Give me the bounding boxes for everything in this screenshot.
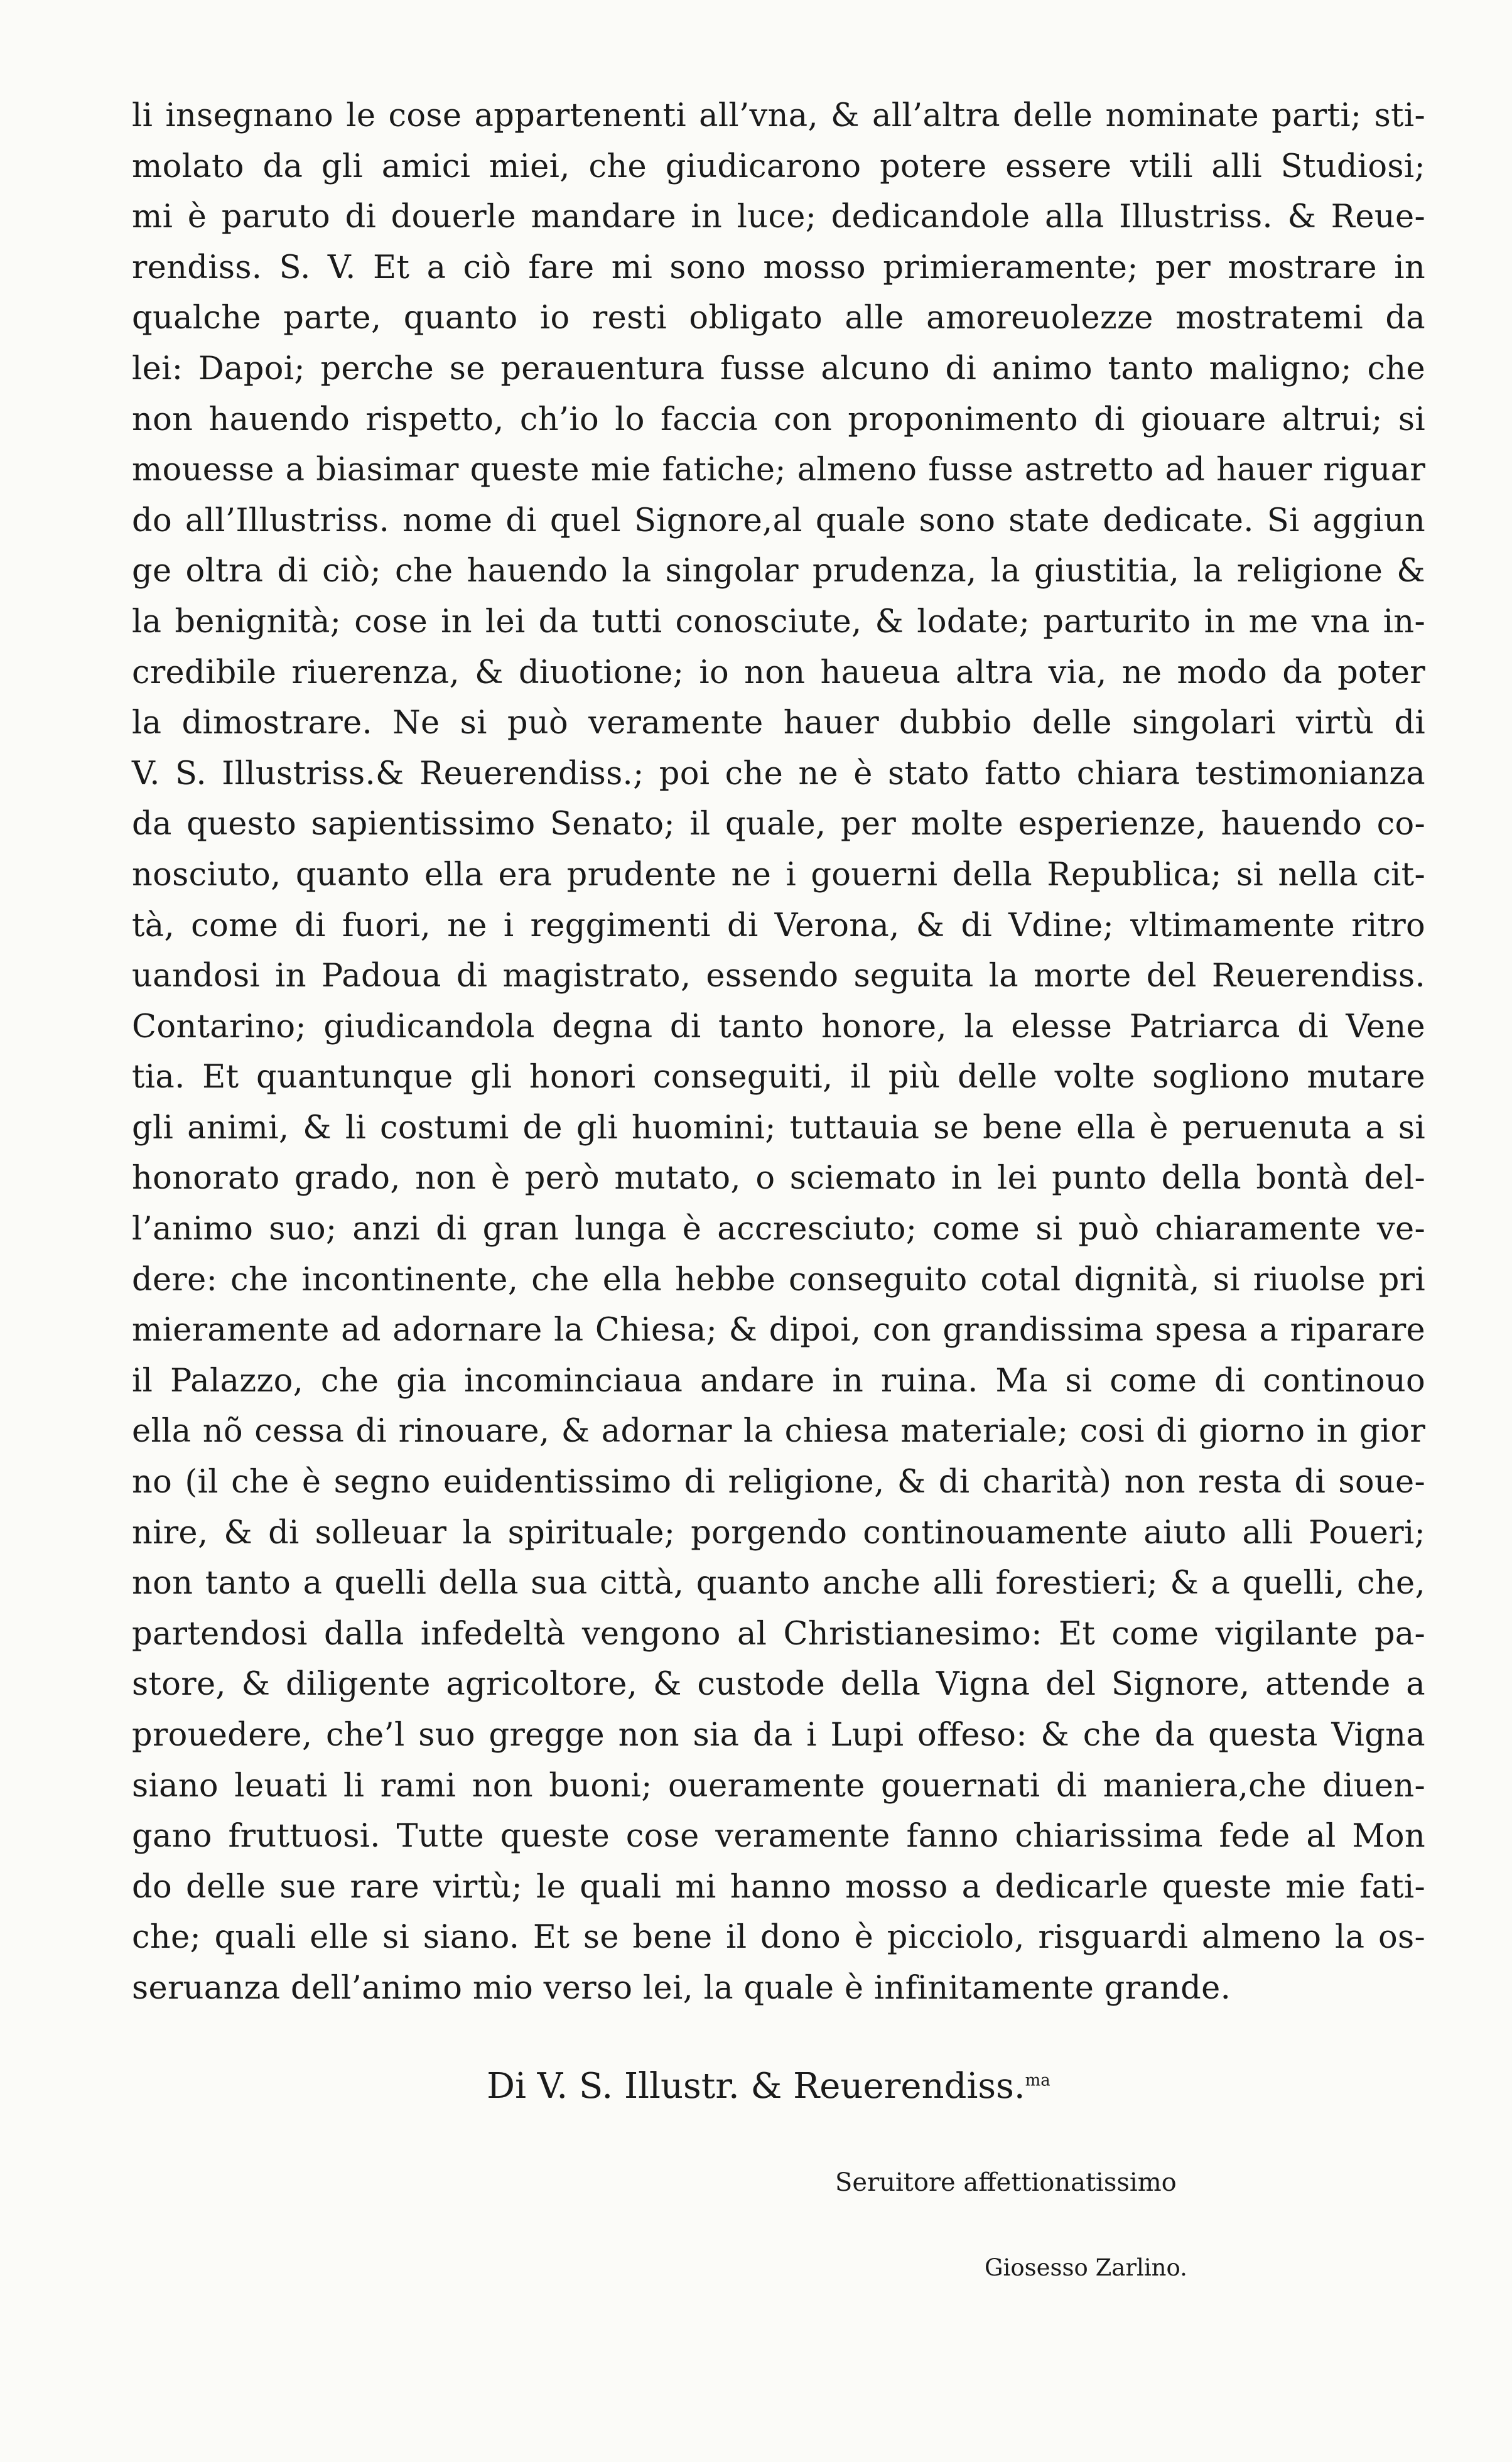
text-line: siano leuati li rami non buoni; oueramente gouernati di maniera,che diuen-: [132, 1767, 1425, 1805]
text-line: il Palazzo, che gia incominciaua andare in ruina. Ma si come di continouo: [132, 1362, 1425, 1400]
text-line: no (il che è segno euidentissimo di religione, & di charità) non resta di soue-: [132, 1464, 1425, 1501]
text-line: store, & diligente agricoltore, & custode della Vigna del Signore, attende a: [132, 1666, 1425, 1703]
text-line: V. S. Illustriss.& Reuerendiss.; poi che ne è stato fatto chiara testimonianza: [132, 755, 1425, 792]
text-line: do delle sue rare virtù; le quali mi hanno mosso a dedicarle queste mie fati-: [132, 1868, 1425, 1906]
text-line: mi è paruto di douerle mandare in luce; dedicandole alla Illustriss. & Reue-: [132, 198, 1425, 236]
text-line: lei: Dapoi; perche se perauentura fusse alcuno di animo tanto maligno; che: [132, 350, 1425, 387]
closing-salutation: [0, 2066, 1512, 2107]
text-line: mieramente ad adornare la Chiesa; & dipoi, con grandissima spesa a riparare: [132, 1312, 1425, 1349]
text-line: credibile riuerenza, & diuotione; io non haueua altra via, ne modo da poter: [132, 654, 1425, 691]
closing-servitore: Seruitore affettionatissimo: [835, 2168, 1177, 2197]
text-line: Contarino; giudicandola degna di tanto honore, la elesse Patriarca di Vene: [132, 1008, 1425, 1045]
text-line: da questo sapientissimo Senato; il quale, per molte esperienze, hauendo co-: [132, 806, 1425, 843]
text-line: rendiss. S. V. Et a ciò fare mi sono mosso primieramente; per mostrare in: [132, 249, 1425, 286]
text-line: dere: che incontinente, che ella hebbe conseguito cotal dignità, si riuolse pri: [132, 1261, 1425, 1298]
text-line: l’animo suo; anzi di gran lunga è accresciuto; come si può chiaramente ve-: [132, 1211, 1425, 1248]
dedication-letter-body: [132, 91, 1425, 2014]
text-line: non hauendo rispetto, ch’io lo faccia con proponimento di giouare altrui; si: [132, 401, 1425, 438]
text-line: honorato grado, non è però mutato, o sciemato in lei punto della bontà del-: [132, 1160, 1425, 1197]
text-line: tia. Et quantunque gli honori conseguiti, il più delle volte sogliono mutare: [132, 1059, 1425, 1096]
text-line: seruanza dell’animo mio verso lei, la quale è infinitamente grande.: [132, 1969, 1231, 2007]
text-line: nire, & di solleuar la spirituale; porgendo continouamente aiuto alli Poueri;: [132, 1514, 1425, 1552]
text-line: qualche parte, quanto io resti obligato alle amoreuolezze mostratemi da: [132, 300, 1425, 337]
salutation-text: Di V. S. Illustr. & Reuerendiss.: [487, 2066, 1025, 2107]
text-line: gano fruttuosi. Tutte queste cose veramente fanno chiarissima fede al Mon: [132, 1818, 1425, 1855]
text-line: che; quali elle si siano. Et se bene il dono è picciolo, risguardi almeno la os-: [132, 1919, 1425, 1957]
text-line: gli animi, & li costumi de gli huomini; tuttauia se bene ella è peruenuta a si: [132, 1109, 1425, 1147]
text-line: tà, come di fuori, ne i reggimenti di Verona, & di Vdine; vltimamente ritro: [132, 907, 1425, 944]
text-line: la dimostrare. Ne si può veramente hauer dubbio delle singolari virtù di: [132, 705, 1425, 742]
text-line: do all’Illustriss. nome di quel Signore,al quale sono state dedicate. Si aggiun: [132, 502, 1425, 539]
text-line: ge oltra di ciò; che hauendo la singolar prudenza, la giustitia, la religione &: [132, 553, 1425, 590]
text-line: mouesse a biasimar queste mie fatiche; almeno fusse astretto ad hauer riguar: [132, 451, 1425, 489]
text-line: uandosi in Padoua di magistrato, essendo seguita la morte del Reuerendiss.: [132, 958, 1425, 995]
text-line: nosciuto, quanto ella era prudente ne i gouerni della Republica; si nella cit-: [132, 856, 1425, 894]
text-line: prouedere, che’l suo gregge non sia da i Lupi offeso: & che da questa Vigna: [132, 1717, 1425, 1754]
text-line: non tanto a quelli della sua città, quanto anche alli forestieri; & a quelli, che,: [132, 1565, 1425, 1602]
text-line: molato da gli amici miei, che giudicarono potere essere vtili alli Studiosi;: [132, 148, 1425, 185]
salutation-superscript: ma: [1025, 2071, 1050, 2090]
text-line: partendosi dalla infedeltà vengono al Christianesimo: Et come vigilante pa-: [132, 1615, 1425, 1653]
text-line: ella nõ cessa di rinouare, & adornar la chiesa materiale; cosi di giorno in gior: [132, 1413, 1425, 1450]
text-line: li insegnano le cose appartenenti all’vna, & all’altra delle nominate parti; sti-: [132, 97, 1425, 134]
author-signature: Giosesso Zarlino.: [985, 2254, 1187, 2281]
text-line: la benignità; cose in lei da tutti conosciute, & lodate; parturito in me vna in-: [132, 603, 1425, 640]
